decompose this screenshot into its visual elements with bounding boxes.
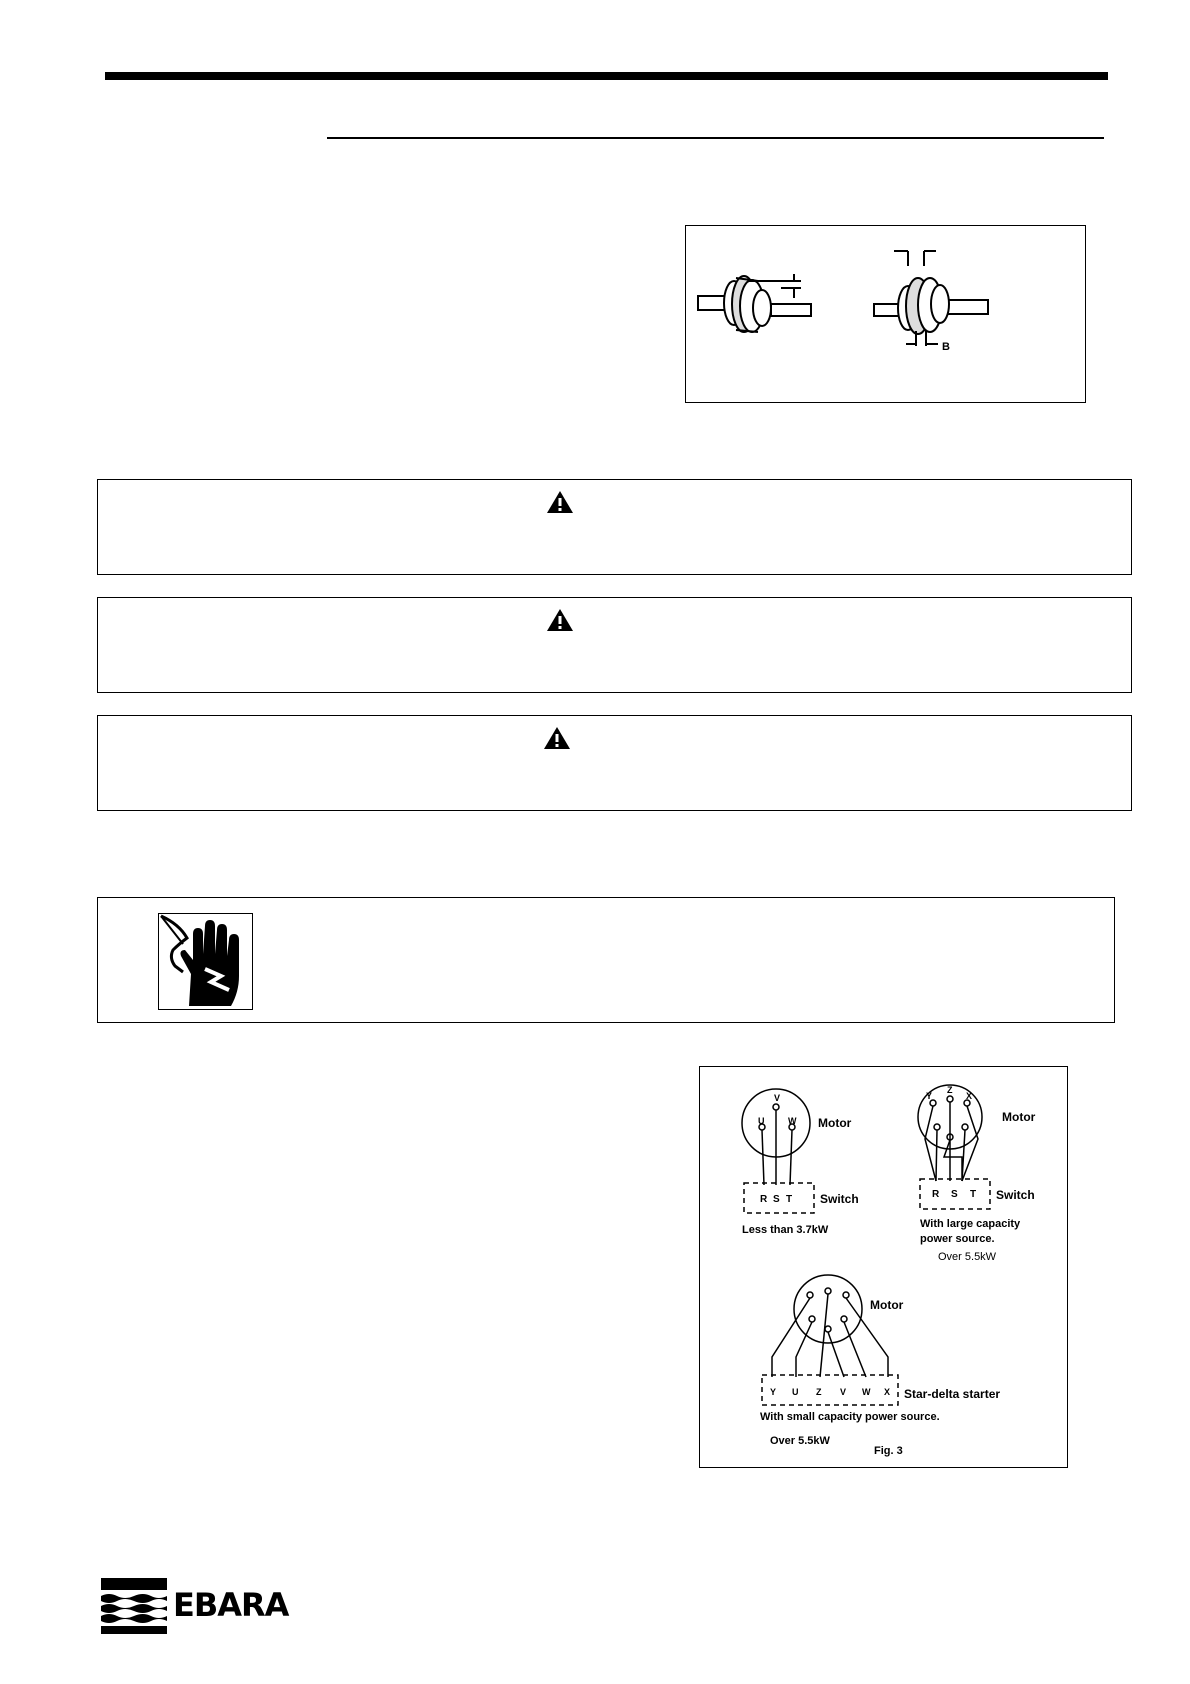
ebara-logo [101, 1578, 291, 1634]
electric-shock-hand-icon [158, 913, 253, 1010]
warning-box-1 [97, 479, 1132, 575]
term-s: S [773, 1194, 780, 1205]
caption-small-capacity: With small capacity power source. [760, 1411, 940, 1423]
fig-3-label: Fig. 3 [874, 1445, 903, 1457]
dimension-label-b: B [942, 341, 950, 353]
switch-label-2: Switch [996, 1188, 1035, 1202]
caption-less-than-3-7kw: Less than 3.7kW [742, 1224, 829, 1236]
term-z: Z [947, 1085, 953, 1095]
coupling-drawing [686, 226, 1084, 401]
term-r-2: R [932, 1189, 940, 1200]
term-w-3: W [862, 1387, 871, 1397]
term-s-2: S [951, 1189, 958, 1200]
ebara-wave-mark-icon [101, 1578, 167, 1634]
term-z-3: Z [816, 1387, 822, 1397]
term-t: T [786, 1194, 793, 1205]
caption-power-source: power source. [920, 1233, 995, 1245]
warning-triangle-icon [546, 608, 574, 632]
switch-label-1: Switch [820, 1192, 859, 1206]
caption-over-5-5kw-2: Over 5.5kW [770, 1435, 830, 1447]
wiring-diagrams [700, 1067, 1066, 1466]
term-x-3: X [884, 1387, 891, 1397]
motor-label-2: Motor [1002, 1110, 1036, 1124]
wiring-diagram-figure-3 [699, 1066, 1068, 1468]
term-v: V [774, 1093, 781, 1103]
caption-large-capacity: With large capacity [920, 1218, 1021, 1230]
motor-label-1: Motor [818, 1116, 852, 1130]
term-x: X [966, 1091, 973, 1101]
star-delta-starter-label: Star-delta starter [904, 1387, 1001, 1401]
header-rule-thick [105, 72, 1108, 80]
term-t-2: T [970, 1189, 977, 1200]
warning-box-2 [97, 597, 1132, 693]
section-title-rule [327, 137, 1104, 139]
warning-triangle-icon [546, 490, 574, 514]
term-v-3: V [840, 1387, 847, 1397]
term-r: R [760, 1194, 768, 1205]
electric-shock-hazard-box [97, 897, 1115, 1023]
brand-name: EBARA [173, 1586, 289, 1624]
term-y-3: Y [770, 1387, 777, 1397]
term-w: W [788, 1116, 797, 1126]
term-u: U [758, 1116, 765, 1126]
term-y: Y [926, 1091, 933, 1101]
coupling-alignment-figure [685, 225, 1086, 403]
caption-over-5-5kw-1: Over 5.5kW [938, 1251, 997, 1263]
motor-label-3: Motor [870, 1298, 904, 1312]
warning-box-3 [97, 715, 1132, 811]
term-u-3: U [792, 1387, 799, 1397]
warning-triangle-icon [543, 726, 571, 750]
